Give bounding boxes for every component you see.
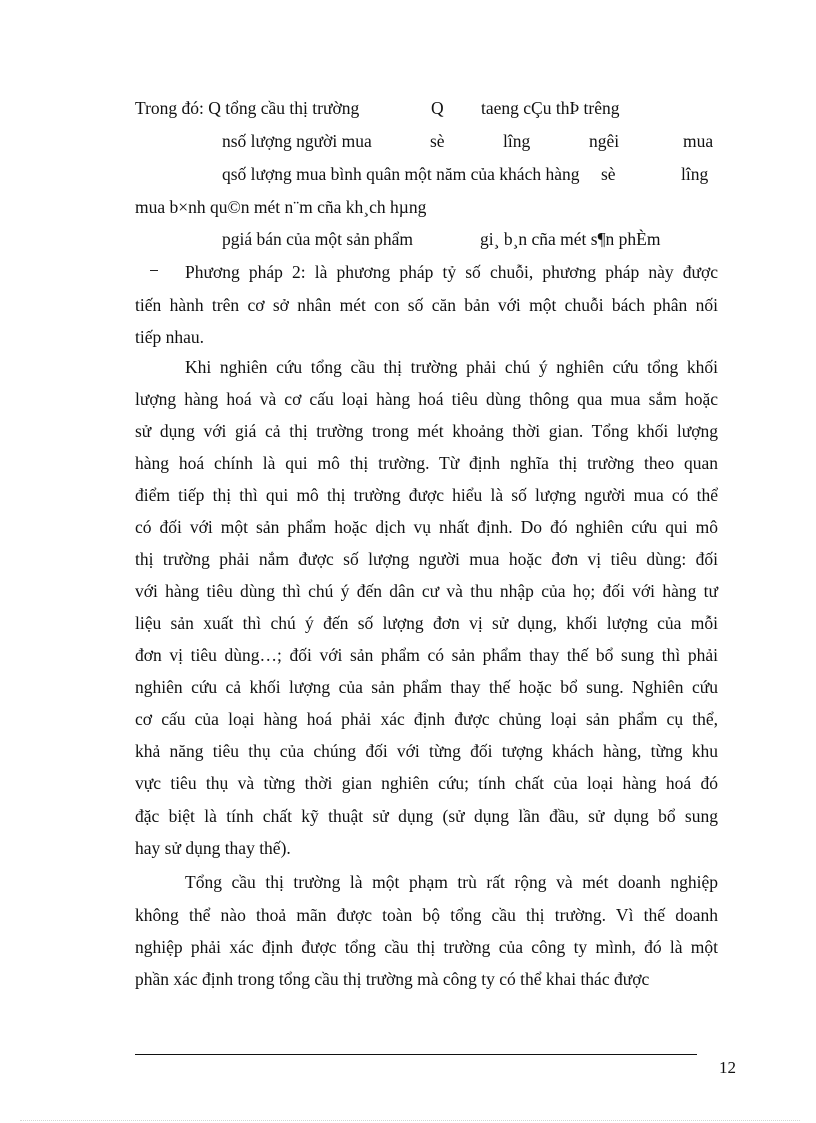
formula-row-5-legacy: gi¸ b¸n cña mét s¶n phÈm (480, 229, 661, 249)
formula-row-2-label: nsố lượng người mua (222, 131, 372, 151)
p1-line-3: tiếp nhau. (135, 327, 205, 347)
formula-row-3-w1: sè (601, 164, 616, 184)
p2-line-7: thị trường phải nắm được số lượng người mua hoặc đơn vị tiêu dùng: đối (135, 549, 718, 569)
p2-line-10: đơn vị tiêu dùng…; đối với sản phẩm có sản phẩm thay thế bổ sung thì phải (135, 645, 718, 665)
p3-line-2: không thể nào thoả mãn được toàn bộ tổng cầu thị trường. Vì thế doanh (135, 905, 718, 925)
p1-line-2: tiến hành trên cơ sở nhân mét con số căn bản với một chuỗi bách phân nối (135, 295, 718, 315)
bullet-dash (150, 270, 158, 271)
page-number: 12 (719, 1058, 736, 1077)
p2-line-1: Khi nghiên cứu tổng cầu thị trường phải chú ý nghiên cứu tổng khối (185, 357, 718, 377)
p3-line-3: nghiệp phải xác định được tổng cầu thị trường của công ty mình, đó là một (135, 937, 718, 957)
formula-row-2-w1: sè (430, 131, 445, 151)
p3-line-4: phần xác định trong tổng cầu thị trường mà công ty có thể khai thác được (135, 969, 650, 989)
formula-row-3-label: qsố lượng mua bình quân một năm của khách hàng (222, 164, 580, 184)
p2-line-12: cơ cấu của loại hàng hoá phải xác định được chủng loại sản phẩm cụ thể, (135, 709, 718, 729)
bottom-dotted-border (20, 1120, 800, 1122)
p2-line-9: liệu sản xuất thì chú ý đến số lượng đơn vị sử dụng, khối lượng của mỗi (135, 613, 718, 633)
p2-line-6: có đối với một sản phẩm hoặc dịch vụ nhất định. Do đó nghiên cứu qui mô (135, 517, 718, 537)
formula-row-2-w4: mua (683, 131, 714, 151)
formula-row-4: mua b×nh qu©n mét n¨m cña kh¸ch hµng (135, 197, 427, 217)
formula-row-3-w2: lîng (681, 164, 709, 184)
footer-rule (135, 1054, 697, 1055)
p2-line-15: đặc biệt là tính chất kỹ thuật sử dụng (sử dụng lần đầu, sử dụng bổ sung (135, 806, 718, 826)
p1-line-1: Phương pháp 2: là phương pháp tỷ số chuỗi, phương pháp này được (185, 262, 718, 282)
formula-row-2-w3: ngêi (589, 131, 620, 151)
formula-row-5-label: pgiá bán của một sản phẩm (222, 229, 413, 249)
formula-row-2-w2: lîng (503, 131, 531, 151)
p2-line-11: nghiên cứu cả khối lượng của sản phẩm thay thế hoặc bổ sung. Nghiên cứu (135, 677, 718, 697)
formula-row-1-symbol: Q (431, 98, 444, 118)
p2-line-8: với hàng tiêu dùng thì chú ý đến dân cư và thu nhập của họ; đối với hàng tư (135, 581, 718, 601)
p2-line-16: hay sử dụng thay thế). (135, 838, 291, 858)
p3-line-1: Tổng cầu thị trường là một phạm trù rất rộng và mét doanh nghiệp (185, 872, 718, 892)
formula-row-1-legacy: taeng cÇu thÞ trêng (481, 98, 620, 118)
p2-line-4: hàng hoá chính là qui mô thị trường. Từ định nghĩa thị trường theo quan (135, 453, 718, 473)
formula-row-1-label: Trong đó: Q tổng cầu thị trường (135, 98, 360, 118)
p2-line-2: lượng hàng hoá và cơ cấu loại hàng hoá tiêu dùng thông qua mua sắm hoặc (135, 389, 718, 409)
p2-line-14: vực tiêu thụ và từng thời gian nghiên cứu; tính chất của loại hàng hoá đó (135, 773, 718, 793)
p2-line-3: sử dụng với giá cả thị trường trong mét khoảng thời gian. Tổng khối lượng (135, 421, 718, 441)
p2-line-5: điểm tiếp thị thì qui mô thị trường được hiểu là số lượng người mua có thể (135, 485, 718, 505)
p2-line-13: khả năng tiêu thụ của chúng đối với từng đối tượng khách hàng, từng khu (135, 741, 718, 761)
